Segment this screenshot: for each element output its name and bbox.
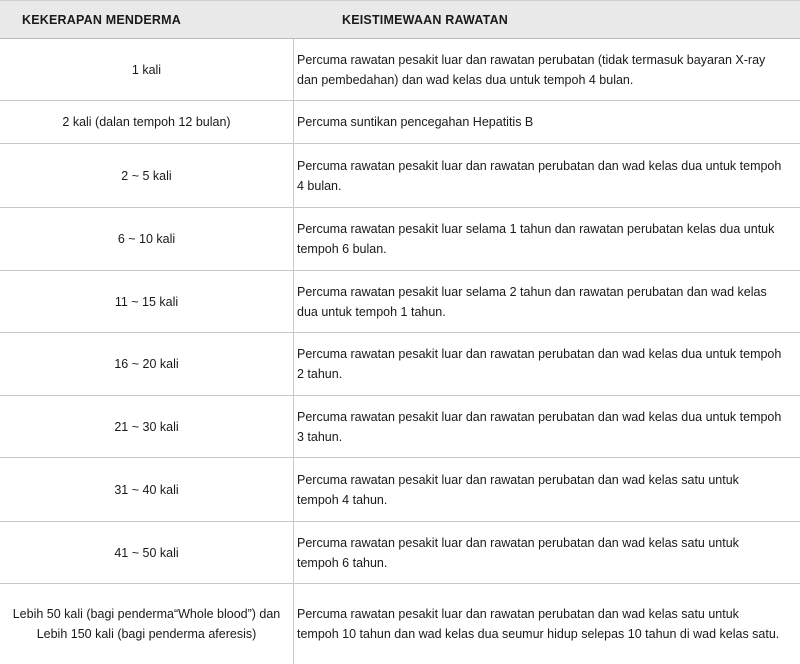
row-frequency: 6 ~ 10 kali [0, 208, 294, 271]
row-benefit: Percuma rawatan pesakit luar selama 2 tahun dan rawatan perubatan dan wad kelas dua untuk tempoh 1 tahun. [294, 271, 800, 333]
row-benefit: Percuma rawatan pesakit luar dan rawatan perubatan dan wad kelas dua untuk tempoh 3 tahun. [294, 396, 800, 458]
row-frequency: Lebih 50 kali (bagi penderma“Whole blood”) dan Lebih 150 kali (bagi penderma aferesis) [0, 584, 294, 664]
row-frequency: 31 ~ 40 kali [0, 458, 294, 522]
row-benefit: Percuma rawatan pesakit luar selama 1 tahun dan rawatan perubatan kelas dua untuk tempoh 6 bulan. [294, 208, 800, 271]
row-frequency: 1 kali [0, 39, 294, 101]
row-benefit: Percuma rawatan pesakit luar dan rawatan perubatan dan wad kelas dua untuk tempoh 2 tahun. [294, 333, 800, 396]
row-benefit: Percuma suntikan pencegahan Hepatitis B [294, 101, 800, 144]
row-frequency: 11 ~ 15 kali [0, 271, 294, 333]
row-benefit: Percuma rawatan pesakit luar dan rawatan perubatan dan wad kelas satu untuk tempoh 4 tahun. [294, 458, 800, 522]
row-frequency: 2 kali (dalan tempoh 12 bulan) [0, 101, 294, 144]
row-frequency: 16 ~ 20 kali [0, 333, 294, 396]
header-benefits: KEISTIMEWAAN RAWATAN [294, 1, 800, 39]
header-frequency: KEKERAPAN MENDERMA [0, 1, 294, 39]
row-benefit: Percuma rawatan pesakit luar dan rawatan perubatan dan wad kelas satu untuk tempoh 6 tahun. [294, 522, 800, 584]
row-benefit: Percuma rawatan pesakit luar dan rawatan perubatan dan wad kelas satu untuk tempoh 10 tahun dan wad kelas dua seumur hidup selepas 10 tahun di wad kelas satu. [297, 607, 780, 641]
row-frequency: 41 ~ 50 kali [0, 522, 294, 584]
row-frequency: 21 ~ 30 kali [0, 396, 294, 458]
row-benefit: Percuma rawatan pesakit luar dan rawatan perubatan dan wad kelas dua untuk tempoh 4 bulan. [294, 144, 800, 208]
row-frequency: 2 ~ 5 kali [0, 144, 294, 208]
row-benefit: Percuma rawatan pesakit luar dan rawatan perubatan (tidak termasuk bayaran X-ray dan pembedahan) dan wad kelas dua untuk tempoh 4 bulan. [294, 39, 800, 101]
